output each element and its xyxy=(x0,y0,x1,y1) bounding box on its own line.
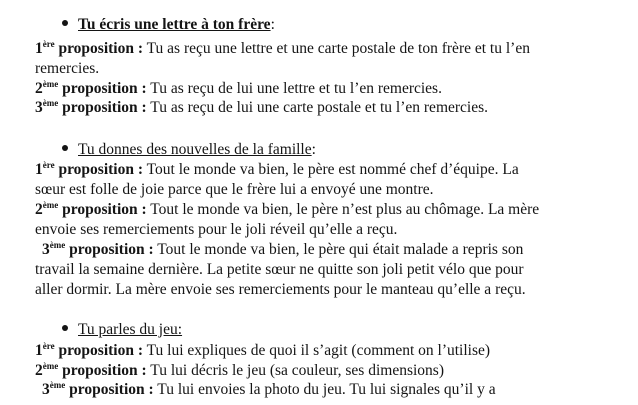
continuation-line: remercies. xyxy=(35,60,100,77)
section-title-suffix: : xyxy=(270,16,275,33)
proposition-line: 2ème proposition : Tu as reçu de lui une lettre et tu l’en remercies. xyxy=(35,79,442,97)
section-heading-family xyxy=(62,140,316,160)
proposition-line: 1ère proposition : Tu as reçu une lettre et une carte postale de ton frère et tu l’en xyxy=(35,39,530,57)
proposition-line: 2ème proposition : Tu lui décris le jeu (sa couleur, ses dimensions) xyxy=(35,361,444,379)
section-heading-letter xyxy=(62,15,275,35)
bullet-icon xyxy=(62,325,68,331)
continuation-line: travail la semaine dernière. La petite sœur ne quitte son joli petit vélo que pour xyxy=(35,261,524,278)
proposition-line: 3ème proposition : Tu as reçu de lui une carte postale et tu l’en remercies. xyxy=(35,98,489,116)
section-title: Tu donnes des nouvelles de la famille xyxy=(78,141,312,158)
section-title: Tu parles du jeu: xyxy=(78,321,183,338)
proposition-line: 1ère proposition : Tu lui expliques de quoi il s’agit (comment on l’utilise) xyxy=(35,341,491,359)
bullet-icon xyxy=(62,145,68,151)
continuation-line: envoie ses remerciements pour le joli réveil qu’elle a reçu. xyxy=(35,221,398,238)
section-title-suffix: : xyxy=(311,141,316,158)
proposition-line: 3ème proposition : Tout le monde va bien, le père qui était malade a repris son xyxy=(42,240,524,258)
bullet-icon xyxy=(62,20,68,26)
section-title: Tu écris une lettre à ton frère xyxy=(78,16,271,33)
proposition-line: 1ère proposition : Tout le monde va bien, le père est nommé chef d’équipe. La xyxy=(35,160,519,178)
proposition-line: 3ème proposition : Tu lui envoies la photo du jeu. Tu lui signales qu’il y a xyxy=(42,380,496,398)
proposition-line: 2ème proposition : Tout le monde va bien, le père n’est plus au chômage. La mère xyxy=(35,200,540,218)
continuation-line: aller dormir. La mère envoie ses remerciements pour le manteau qu’elle a reçu. xyxy=(35,281,526,298)
section-heading-game xyxy=(62,320,182,340)
continuation-line: sœur est folle de joie parce que le frère lui a envoyé une montre. xyxy=(35,181,434,198)
